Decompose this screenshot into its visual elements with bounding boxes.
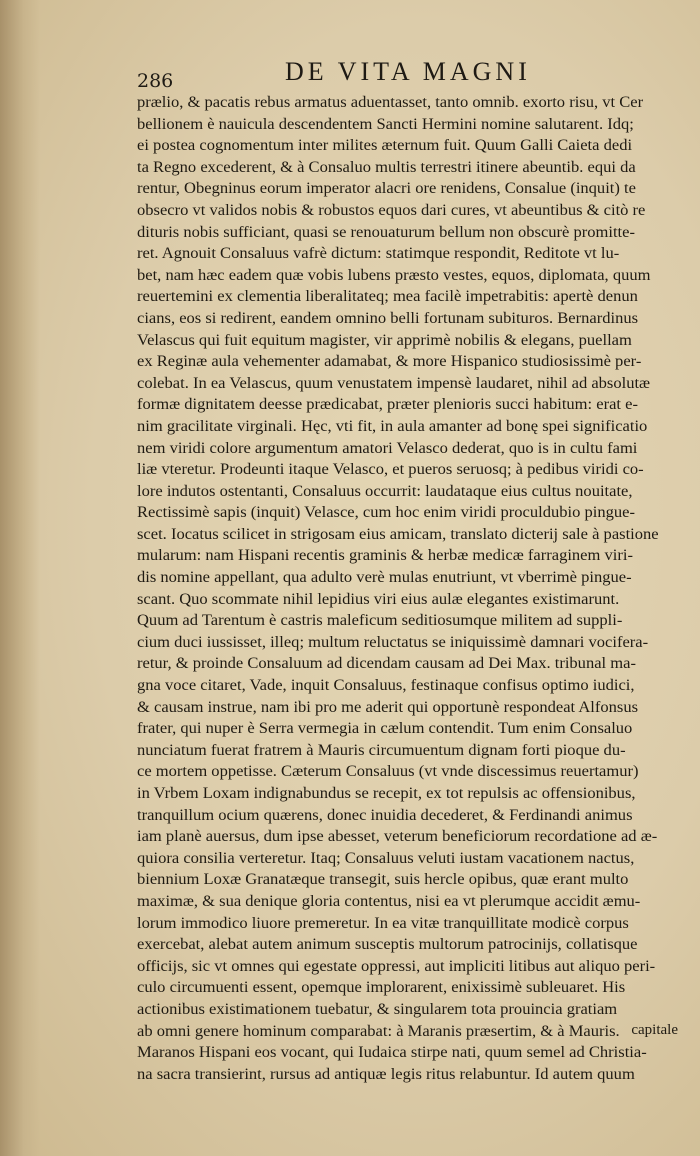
text-line: nim gracilitate virginali. Hęc, vti fit, in aula amanter ad bonę spei significatio — [137, 417, 648, 435]
text-line: rentur, Obegninus eorum imperator alacri ore renidens, Consalue (inquit) te — [137, 180, 636, 198]
text-line: nunciatum fuerat fratrem à Mauris circumuentum dignam forti pioque du- — [137, 741, 626, 759]
text-line: tranquillum ocium quærens, donec inuidia decederet, & Ferdinandi animus — [137, 806, 633, 824]
text-line: ret. Agnouit Consaluus vafrè dictum: statimque respondit, Reditote vt lu- — [137, 245, 620, 263]
text-line: ta Regno excederent, & à Consaluo multis terrestri itinere abeuntib. equi da — [137, 158, 636, 176]
text-line: na sacra transierint, rursus ad antiquæ legis ritus relabuntur. Id autem quum — [137, 1065, 635, 1083]
text-line: nem viridi colore argumentum amatori Velasco dederat, quo is in cultu fami — [137, 439, 638, 457]
text-line: ex Reginæ aula vehementer adamabat, & more Hispanico studiosissimè per- — [137, 353, 642, 371]
text-line: reuertemini ex clementia liberalitateq; mea facilè impetrabitis: apertè denun — [137, 288, 638, 306]
text-line: colebat. In ea Velascus, quum venustatem impensè laudaret, nihil ad absolutæ — [137, 374, 651, 392]
text-line: lore indutos ostentanti, Consaluus occurrit: laudataque eius cultus nouitate, — [137, 482, 633, 500]
catchword: capitale — [631, 1022, 678, 1038]
text-line: scet. Iocatus scilicet in strigosam eius amicam, translato dicterij sale à pastione — [137, 525, 659, 543]
text-line: cians, eos si redirent, eandem omnino belli fortunam subituros. Bernardinus — [137, 309, 639, 327]
text-line: ab omni genere hominum comparabat: à Maranis præsertim, & à Mauris. — [137, 1022, 620, 1040]
page-gutter-shadow — [0, 0, 40, 1156]
text-line: frater, qui nuper è Serra vermegia in cælum contendit. Tum enim Consaluo — [137, 720, 633, 738]
body-text — [137, 92, 682, 1085]
text-line: ei postea cognomentum inter milites æternum fuit. Quum Galli Caieta dedi — [137, 137, 633, 155]
text-line: retur, & proinde Consaluum ad dicendam causam ad Dei Max. tribunal ma- — [137, 655, 636, 673]
text-line: bellionem è nauicula descendentem Sancti Hermini nomine salutarent. Idq; — [137, 115, 634, 133]
text-line: iam planè auersus, dum ipse abesset, veterum beneficiorum recordatione ad æ- — [137, 828, 658, 846]
text-line: biennium Loxæ Granatæque transegit, suis hercle opibus, quæ erant multo — [137, 871, 629, 889]
text-line: exercebat, alebat autem animum susceptis multorum patrocinijs, collatisque — [137, 936, 638, 954]
text-line: dis nomine appellant, qua adulto verè mulas enutriunt, vt vberrimè pingue- — [137, 569, 632, 587]
text-line: culo circumuenti essent, opemque implorarent, enixissimè subleuaret. His — [137, 979, 626, 997]
text-line: obsecro vt validos nobis & robustos equos dari cures, vt abeuntibus & citò re — [137, 201, 646, 219]
text-line: liæ vteretur. Prodeunti itaque Velasco, et pueros seruosq; à pedibus viridi co- — [137, 461, 644, 479]
text-line: prælio, & pacatis rebus armatus aduentasset, tanto omnib. exorto risu, vt Cer — [137, 94, 644, 111]
text-line: cium duci iussisset, illeq; multum reluctatus se iniquissimè damnari vocifera- — [137, 633, 649, 651]
text-line: Quum ad Tarentum è castris maleficum seditiosumque militem ad suppli- — [137, 612, 623, 630]
text-line: & causam instrue, nam ibi pro me aderit qui opportunè respondeat Alfonsus — [137, 698, 639, 716]
text-line: scant. Quo scommate nihil lepidius viri eius aulæ elegantes existimarunt. — [137, 590, 620, 608]
text-line: Velascus qui fuit equitum magister, vir apprimè nobilis & elegans, puellam — [137, 331, 632, 349]
text-line: quiora consilia verteretur. Itaq; Consaluus veluti iustam vacationem nactus, — [137, 849, 635, 867]
text-line: ce mortem oppetisse. Cæterum Consaluus (vt vnde discessimus reuertamur) — [137, 763, 639, 781]
text-line: lorum immodico liuore premeretur. In ea vitæ tranquillitate modicè corpus — [137, 914, 629, 932]
text-line: in Vrbem Loxam indignabundus se recepit, ex tot repulsis ac offensionibus, — [137, 785, 636, 802]
running-head: DE VITA MAGNI — [285, 57, 531, 86]
text-line: formæ dignitatem deesse prædicabat, præter plenioris succi habitum: erat e- — [137, 396, 638, 414]
text-line: actionibus existimationem tuebatur, & singularem tota prouincia gratiam — [137, 1000, 618, 1018]
text-line: maximæ, & sua denique gloria contentus, nisi ea vt plerumque accidit æmu- — [137, 892, 641, 910]
text-line: bet, nam hæc eadem quæ vobis lubens præsto vestes, equos, diplomata, quum — [137, 266, 651, 284]
text-line: officijs, sic vt omnes qui egestate oppressi, aut impliciti litibus aut aliquo peri- — [137, 957, 656, 975]
page-number: 286 — [137, 70, 174, 92]
text-line: Rectissimè sapis (inquit) Velasce, cum hoc enim viridi proculdubio pingue- — [137, 504, 635, 522]
text-line: dituris nobis sufficiant, quasi se renouaturum bellum non obscurè promitte- — [137, 223, 635, 241]
text-line: gna voce citaret, Vade, inquit Consaluus, festinaque confisus optimo iudici, — [137, 677, 635, 695]
text-line: Maranos Hispani eos vocant, qui Iudaica stirpe nati, quum semel ad Christia- — [137, 1044, 647, 1062]
text-line: mularum: nam Hispani recentis graminis & herbæ medicæ farraginem viri- — [137, 547, 633, 565]
